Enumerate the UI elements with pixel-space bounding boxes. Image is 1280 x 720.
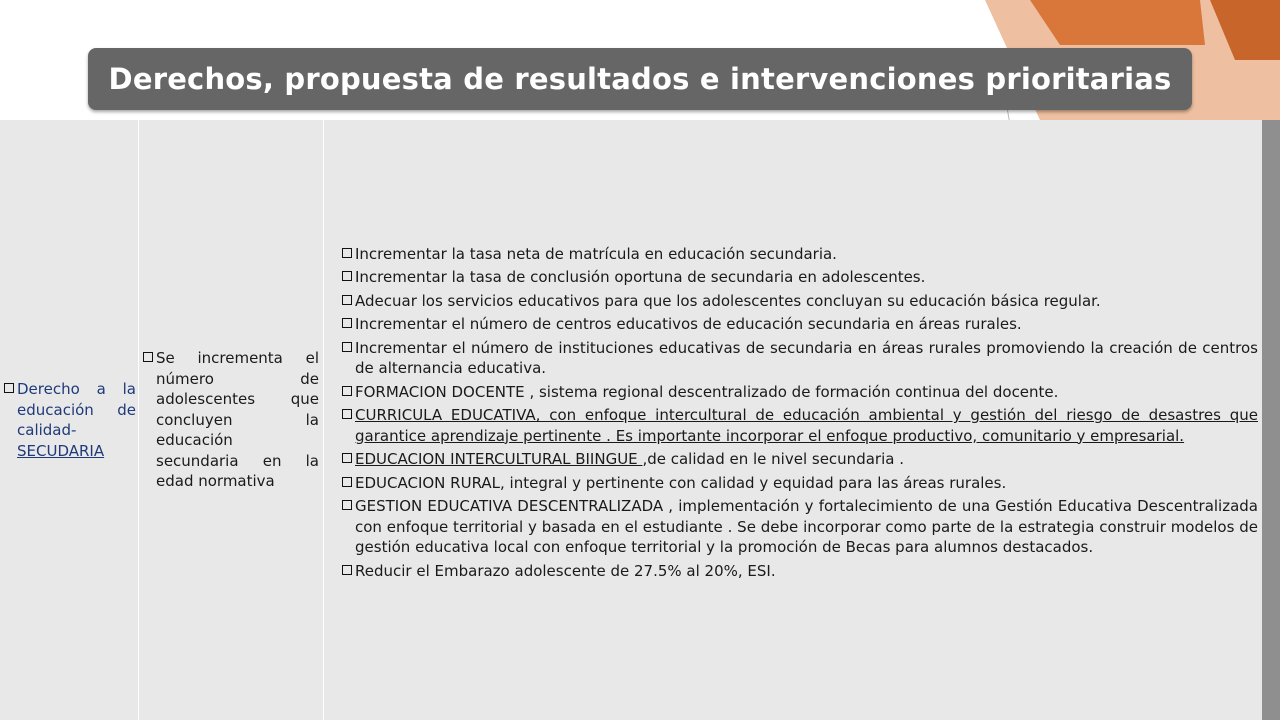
checkbox-bullet-icon: [342, 453, 352, 463]
checkbox-bullet-icon: [342, 295, 352, 305]
checkbox-bullet-icon: [342, 342, 352, 352]
list-item: Incrementar el número de centros educativos de educación secundaria en áreas rurales.: [342, 314, 1258, 335]
list-item: CURRICULA EDUCATIVA, con enfoque intercultural de educación ambiental y gestión del riesgo de desastres que garantice aprendizaje pertinente . Es importante incorporar el enfoque productivo, comunitario y empresarial.: [342, 405, 1258, 446]
rights-table: [0, 120, 1262, 720]
list-item: Incrementar la tasa de conclusión oportuna de secundaria en adolescentes.: [342, 267, 1258, 288]
right-cell: [0, 120, 139, 720]
checkbox-bullet-icon: [143, 352, 153, 362]
interventions-cell: [324, 120, 1262, 720]
checkbox-bullet-icon: [342, 386, 352, 396]
checkbox-bullet-icon: [342, 500, 352, 510]
list-item: GESTION EDUCATIVA DESCENTRALIZADA , implementación y fortalecimiento de una Gestión Educativa Descentralizada con enfoque territorial y basada en el estudiante . Se debe incorporar como parte de la estrategia construir modelos de gestión educativa local con enfoque territorial y la promoción de Becas para alumnos destacados.: [342, 496, 1258, 558]
checkbox-bullet-icon: [342, 565, 352, 575]
list-item: EDUCACION RURAL, integral y pertinente con calidad y equidad para las áreas rurales.: [342, 473, 1258, 494]
checkbox-bullet-icon: [342, 318, 352, 328]
title-bar: [88, 48, 1192, 110]
checkbox-bullet-icon: [4, 383, 14, 393]
list-item: EDUCACION INTERCULTURAL BIINGUE ,de calidad en le nivel secundaria .: [342, 449, 1258, 470]
interventions-list: [324, 244, 1262, 597]
list-item: Incrementar la tasa neta de matrícula en educación secundaria.: [342, 244, 1258, 265]
item-heading: FORMACION DOCENTE: [355, 382, 525, 401]
item-heading: EDUCACION INTERCULTURAL BIINGUE: [355, 450, 643, 469]
checkbox-bullet-icon: [342, 477, 352, 487]
checkbox-bullet-icon: [342, 409, 352, 419]
page-title: Derechos, propuesta de resultados e intervenciones prioritarias: [108, 62, 1172, 96]
result-cell: [139, 120, 324, 720]
list-item: FORMACION DOCENTE , sistema regional descentralizado de formación continua del docente.: [342, 382, 1258, 403]
checkbox-bullet-icon: [342, 248, 352, 258]
right-label: Derecho a la educación de calidad-: [17, 380, 136, 439]
checkbox-bullet-icon: [342, 271, 352, 281]
list-item: Adecuar los servicios educativos para que los adolescentes concluyan su educación básica regular.: [342, 291, 1258, 312]
list-item: Incrementar el número de instituciones educativas de secundaria en áreas rurales promoviendo la creación de centros de alternancia educativa.: [342, 338, 1258, 379]
right-level-label: SECUDARIA: [17, 441, 105, 460]
result-text: Se incrementa el número de adolescentes que concluyen la educación secundaria en la edad normativa: [156, 349, 319, 491]
list-item: Reducir el Embarazo adolescente de 27.5% al 20%, ESI.: [342, 561, 1258, 582]
